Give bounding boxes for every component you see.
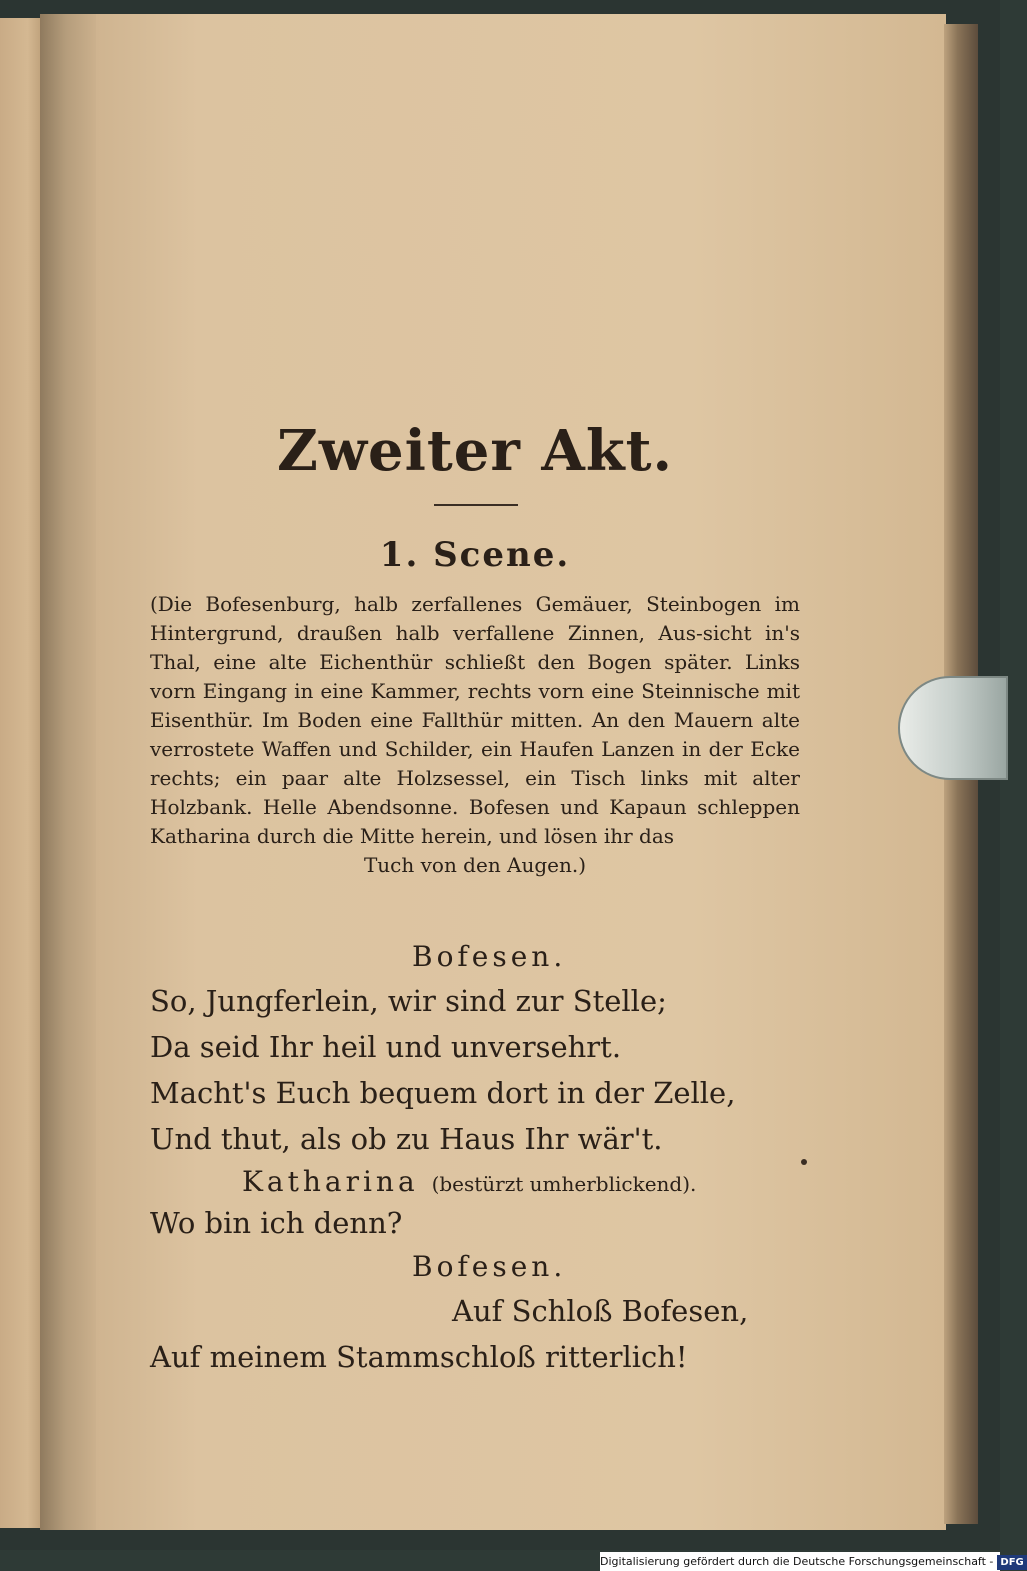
page-clip-tab bbox=[898, 676, 1008, 780]
verse-line: Auf meinem Stammschloß ritterlich! bbox=[150, 1340, 688, 1374]
book-gutter bbox=[40, 14, 98, 1530]
credit-text: Digitalisierung gefördert durch die Deutsche Forschungsgemeinschaft - bbox=[600, 1555, 994, 1568]
stage-direction bbox=[150, 590, 800, 880]
stage-direction-text: (Die Bofesenburg, halb zerfallenes Gemäuer, Steinbogen im Hintergrund, draußen halb verfallene Zinnen, Aus-sicht in's Thal, eine alte Eichenthür schließt den Bogen später. Links vorn Eingang in eine Kammer, rechts vorn eine Steinnische mit Eisenthür. Im Boden eine Fallthür mitten. An den Mauern alte verrostete Waffen und Schilder, ein Haufen Lanzen in der Ecke rechts; ein paar alte Holzsessel, ein Tisch links mit alter Holzbank. Helle Abendsonne. Bofesen und Kapaun schleppen Katharina durch die Mitte herein, und lösen ihr das bbox=[150, 592, 800, 848]
verse-line: Wo bin ich denn? bbox=[150, 1206, 403, 1240]
dfg-logo: DFG bbox=[997, 1555, 1026, 1570]
verse-line: Da seid Ihr heil und unversehrt. bbox=[150, 1030, 622, 1064]
speaker-bofesen: Bofesen. bbox=[412, 1250, 567, 1283]
verse-line: Und thut, als ob zu Haus Ihr wär't. bbox=[150, 1122, 663, 1156]
digitization-credit bbox=[600, 1552, 1024, 1571]
act-title: Zweiter Akt. bbox=[276, 418, 674, 484]
speaker-bofesen: Bofesen. bbox=[412, 940, 567, 973]
verse-line: Auf Schloß Bofesen, bbox=[452, 1294, 749, 1328]
verse-line: Macht's Euch bequem dort in der Zelle, bbox=[150, 1076, 736, 1110]
verse-line: So, Jungferlein, wir sind zur Stelle; bbox=[150, 984, 667, 1018]
speaker-name: Katharina bbox=[242, 1165, 419, 1198]
speaker-direction: (bestürzt umherblickend). bbox=[431, 1172, 697, 1196]
title-divider bbox=[434, 504, 518, 506]
scene-title: 1. Scene. bbox=[379, 535, 571, 575]
stage-direction-last-line: Tuch von den Augen.) bbox=[363, 853, 587, 877]
speaker-katharina bbox=[242, 1165, 696, 1201]
ink-spot bbox=[801, 1159, 807, 1165]
